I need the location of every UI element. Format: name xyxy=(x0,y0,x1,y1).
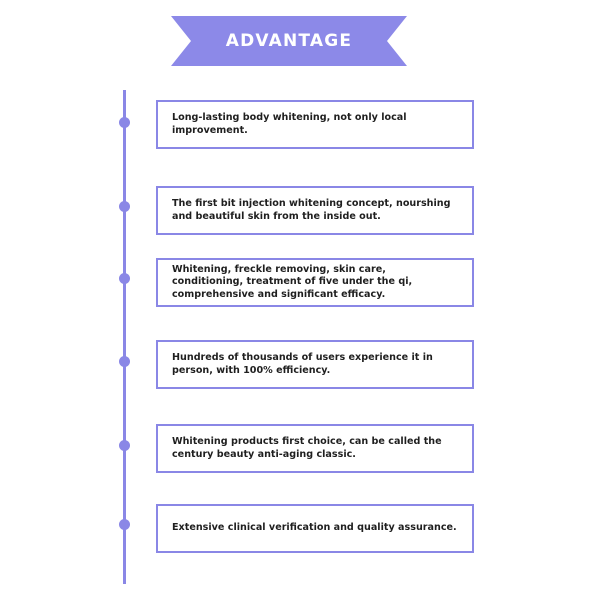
advantage-text: The first bit injection whitening concept, nourshing and beautiful skin from the inside out. xyxy=(172,198,451,222)
timeline-dot xyxy=(119,519,130,530)
advantage-text: Whitening, freckle removing, skin care, conditioning, treatment of five under the qi, comprehensive and significant efficacy. xyxy=(172,263,413,300)
advantage-card xyxy=(156,258,474,307)
advantage-card xyxy=(156,186,474,235)
header-ribbon xyxy=(171,16,407,66)
advantage-text: Long-lasting body whitening, not only local improvement. xyxy=(172,112,407,136)
timeline-dot xyxy=(119,201,130,212)
timeline-dot xyxy=(119,440,130,451)
timeline-line xyxy=(123,90,126,584)
timeline-dot xyxy=(119,117,130,128)
advantage-card xyxy=(156,424,474,473)
timeline-dot xyxy=(119,356,130,367)
timeline-dot xyxy=(119,273,130,284)
advantage-card xyxy=(156,100,474,149)
advantage-text: Whitening products first choice, can be called the century beauty anti-aging classic. xyxy=(172,436,442,460)
advantage-text: Extensive clinical verification and quality assurance. xyxy=(172,522,457,534)
advantage-text: Hundreds of thousands of users experience it in person, with 100% efficiency. xyxy=(172,352,433,376)
advantage-card xyxy=(156,340,474,389)
page-title: ADVANTAGE xyxy=(225,31,353,51)
advantage-card xyxy=(156,504,474,553)
